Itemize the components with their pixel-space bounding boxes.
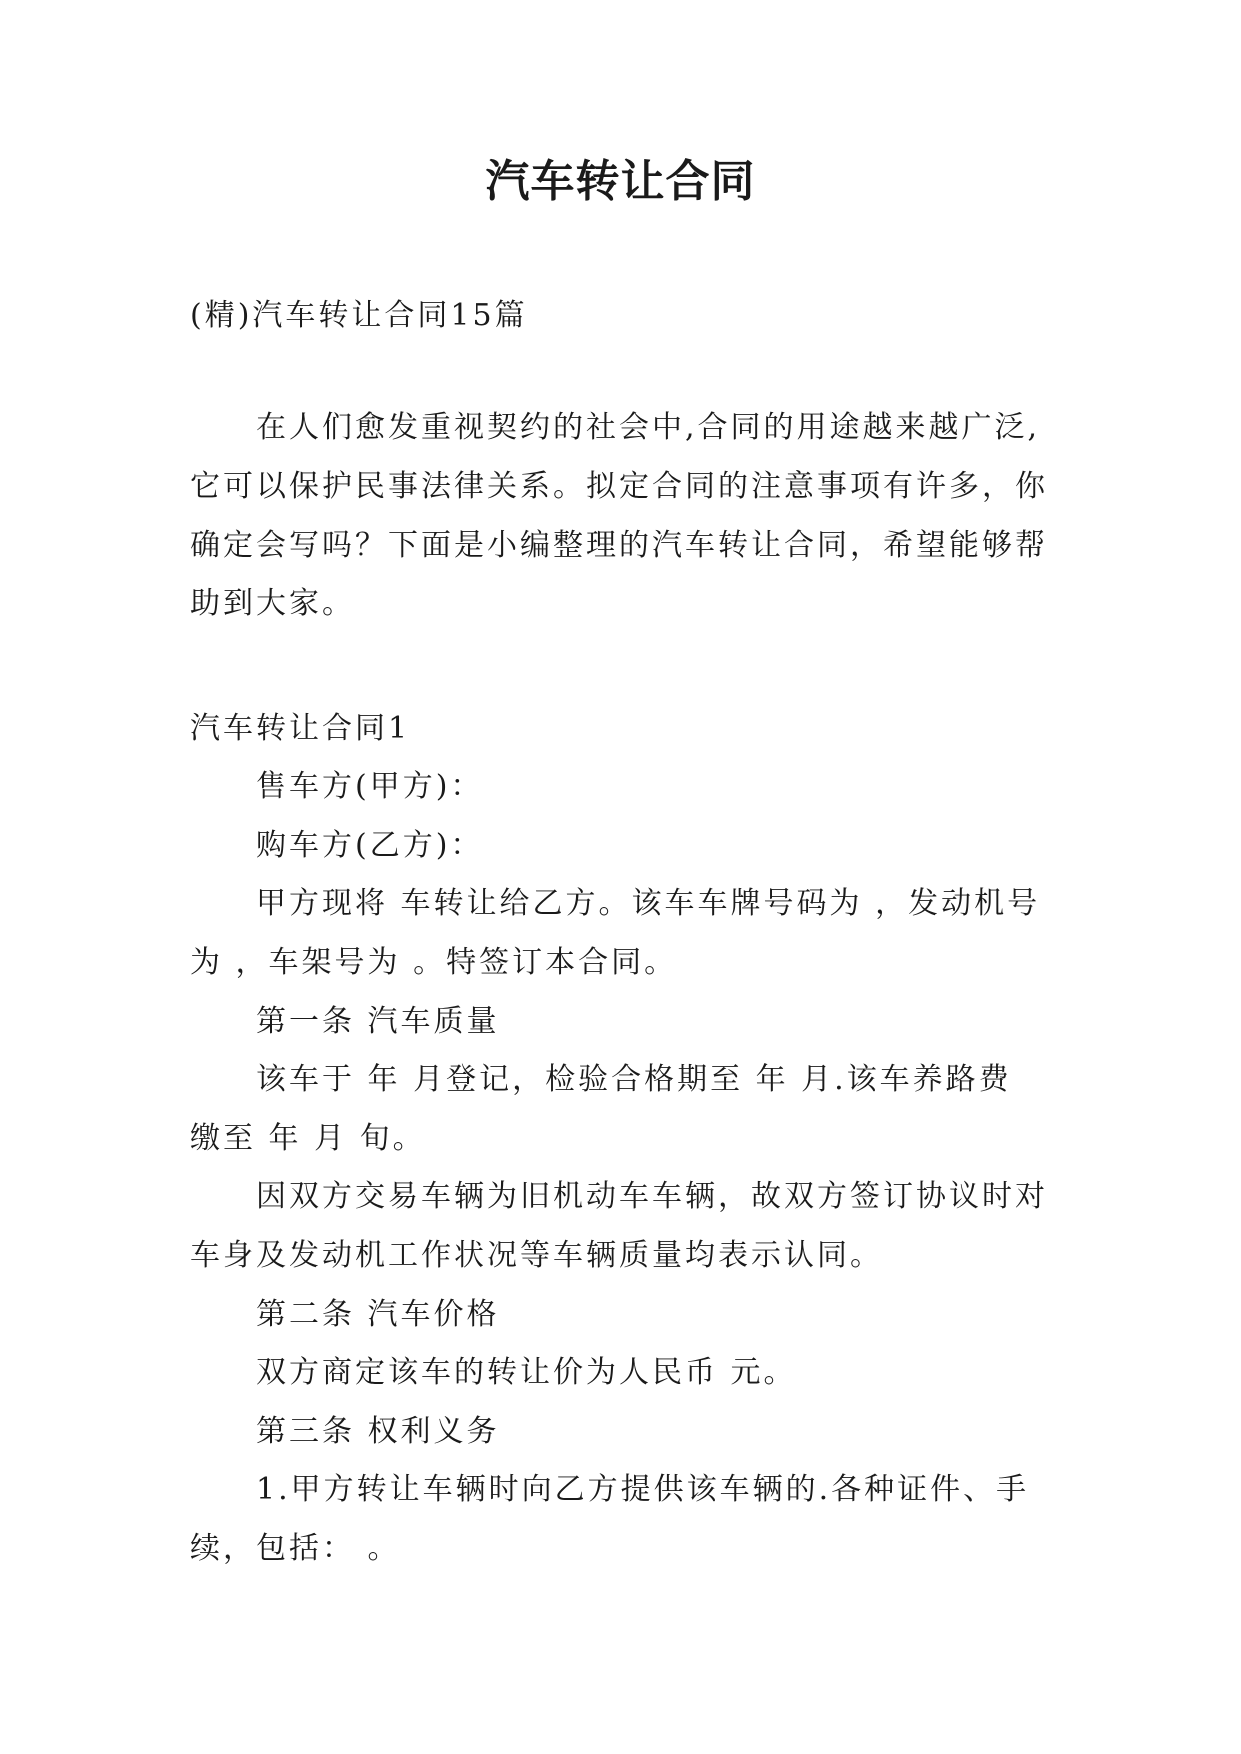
- body-line: 因双方交易车辆为旧机动车车辆，故双方签订协议时对: [256, 1179, 1048, 1214]
- body-line: 甲方现将 车转让给乙方。该车车牌号码为 ，发动机号: [256, 886, 1041, 921]
- party-seller-line: 售车方(甲方)：: [256, 769, 484, 804]
- intro-line: 确定会写吗？下面是小编整理的汽车转让合同，希望能够帮: [190, 528, 1048, 563]
- body-line: 车身及发动机工作状况等车辆质量均表示认同。: [190, 1238, 883, 1273]
- intro-line: 它可以保护民事法律关系。拟定合同的注意事项有许多，你: [190, 469, 1048, 504]
- body-line: 续，包括： 。: [190, 1531, 401, 1566]
- section-heading: 汽车转让合同1: [190, 711, 411, 746]
- body-line: 缴至 年 月 旬。: [190, 1121, 426, 1156]
- document-subtitle: (精)汽车转让合同15篇: [190, 298, 528, 333]
- document-title: 汽车转让合同: [485, 156, 756, 207]
- article-heading: 第二条 汽车价格: [256, 1297, 500, 1332]
- body-line: 为 ，车架号为 。特签订本合同。: [190, 945, 678, 980]
- body-line: 双方商定该车的转让价为人民币 元。: [256, 1355, 797, 1390]
- intro-line: 在人们愈发重视契约的社会中,合同的用途越来越广泛,: [256, 410, 1041, 445]
- party-buyer-line: 购车方(乙方)：: [256, 828, 484, 863]
- body-line: 该车于 年 月登记，检验合格期至 年 月.该车养路费: [256, 1062, 1012, 1097]
- article-heading: 第一条 汽车质量: [256, 1004, 500, 1039]
- article-heading: 第三条 权利义务: [256, 1414, 500, 1449]
- intro-line: 助到大家。: [190, 586, 355, 621]
- body-line: 1.甲方转让车辆时向乙方提供该车辆的.各种证件、手: [256, 1472, 1030, 1507]
